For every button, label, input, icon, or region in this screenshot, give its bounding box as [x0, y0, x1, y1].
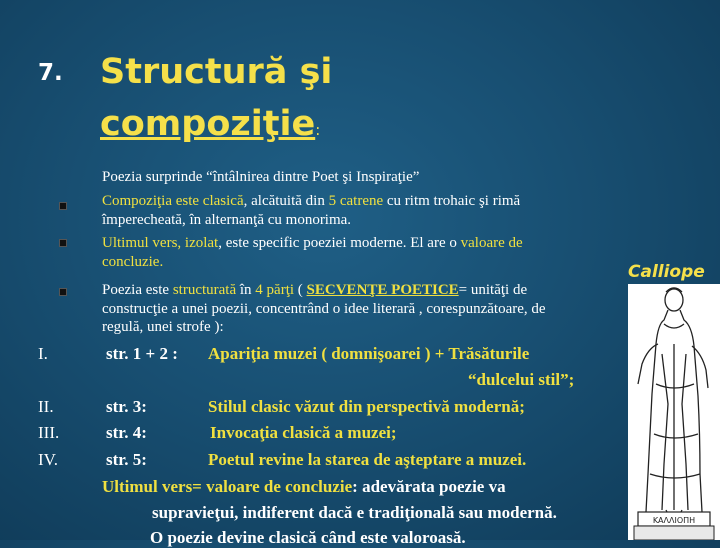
- bullet-2-highlight: Ultimul vers, izolat: [102, 235, 219, 251]
- bullet-1-highlight: Compoziţia este clasică: [102, 193, 244, 209]
- conclusion-line-2: supravieţui, indiferent dacă e tradiţională sau modernă.: [152, 503, 557, 522]
- conclusion-highlight: Ultimul vers= valoare de concluzie: [102, 477, 353, 496]
- bullet-2: [102, 234, 642, 271]
- section-2-str: str. 3:: [106, 397, 147, 416]
- bullet-3-text-3: (: [294, 282, 307, 298]
- slide-number: 7.: [38, 60, 63, 86]
- bullet-3-highlight-3: SECVENŢE POETICE: [306, 282, 459, 298]
- bullet-3: [102, 281, 642, 337]
- bullet-1-line-2: împerecheată, în alternanţă cu monorima.: [102, 211, 352, 228]
- intro-text: Poezia surprinde “întâlnirea dintre Poet şi Inspiraţie”: [102, 169, 420, 185]
- section-2-desc: Stilul clasic văzut din perspectivă modernă;: [208, 397, 525, 416]
- section-4-str: str. 5:: [106, 450, 147, 469]
- bullet-3-highlight: structurată: [172, 282, 237, 298]
- bullet-3-text-4: = unităţi de: [458, 282, 528, 298]
- title-line-1: Structură şi: [100, 52, 333, 92]
- slide-title: [100, 46, 332, 156]
- section-1-str: str. 1 + 2 :: [106, 344, 178, 363]
- bullet-3-text: Poezia este: [102, 282, 173, 298]
- section-roman-3: III.: [38, 423, 60, 442]
- conclusion: [102, 477, 506, 497]
- bullet-3-line-2: construcţie a unei poezii, concentrând o idee literară , corespunzătoare, de: [102, 300, 546, 317]
- bullet-1: [102, 192, 642, 229]
- bullet-3-text-2: în: [236, 282, 256, 298]
- bullet-2-highlight-2: valoare de: [460, 235, 523, 251]
- bullet-1-text: , alcătuită din: [243, 193, 329, 209]
- title-colon: :: [315, 121, 321, 139]
- section-3-desc: Invocaţia clasică a muzei;: [210, 423, 397, 442]
- bullet-1-highlight-2: 5 catrene: [328, 193, 384, 209]
- section-4-desc: Poetul revine la starea de aşteptare a muzei.: [208, 450, 527, 469]
- conclusion-line-3: O poezie devine clasică când este valoroasă.: [150, 528, 466, 547]
- statue-plaque-text: ΚΑΛΛΙΟΠΗ: [652, 516, 696, 525]
- section-1-desc-2: “dulcelui stil”;: [468, 370, 575, 389]
- bullet-1-text-2: cu ritm trohaic şi rimă: [383, 193, 521, 209]
- calliope-caption: Calliope: [628, 262, 705, 282]
- bullet-2-line-2: concluzie.: [102, 253, 164, 270]
- bullet-marker: [59, 288, 67, 296]
- bullet-3-highlight-2: 4 părţi: [255, 282, 295, 298]
- section-roman-2: II.: [38, 397, 54, 416]
- conclusion-text: : adevărata poezie va: [352, 477, 506, 496]
- bullet-marker: [59, 202, 67, 210]
- section-1-desc: Apariţia muzei ( domnişoarei ) + Trăsăturile: [208, 344, 530, 363]
- section-roman-1: I.: [38, 344, 48, 363]
- bullet-marker: [59, 239, 67, 247]
- calliope-statue-image: [628, 284, 720, 540]
- title-line-2: compoziţie: [100, 104, 316, 144]
- section-3-str: str. 4:: [106, 423, 147, 442]
- bullet-3-line-3: regulă, unei strofe ):: [102, 319, 224, 335]
- section-roman-4: IV.: [38, 450, 58, 469]
- bullet-2-text: , este specific poeziei moderne. El are o: [218, 235, 461, 251]
